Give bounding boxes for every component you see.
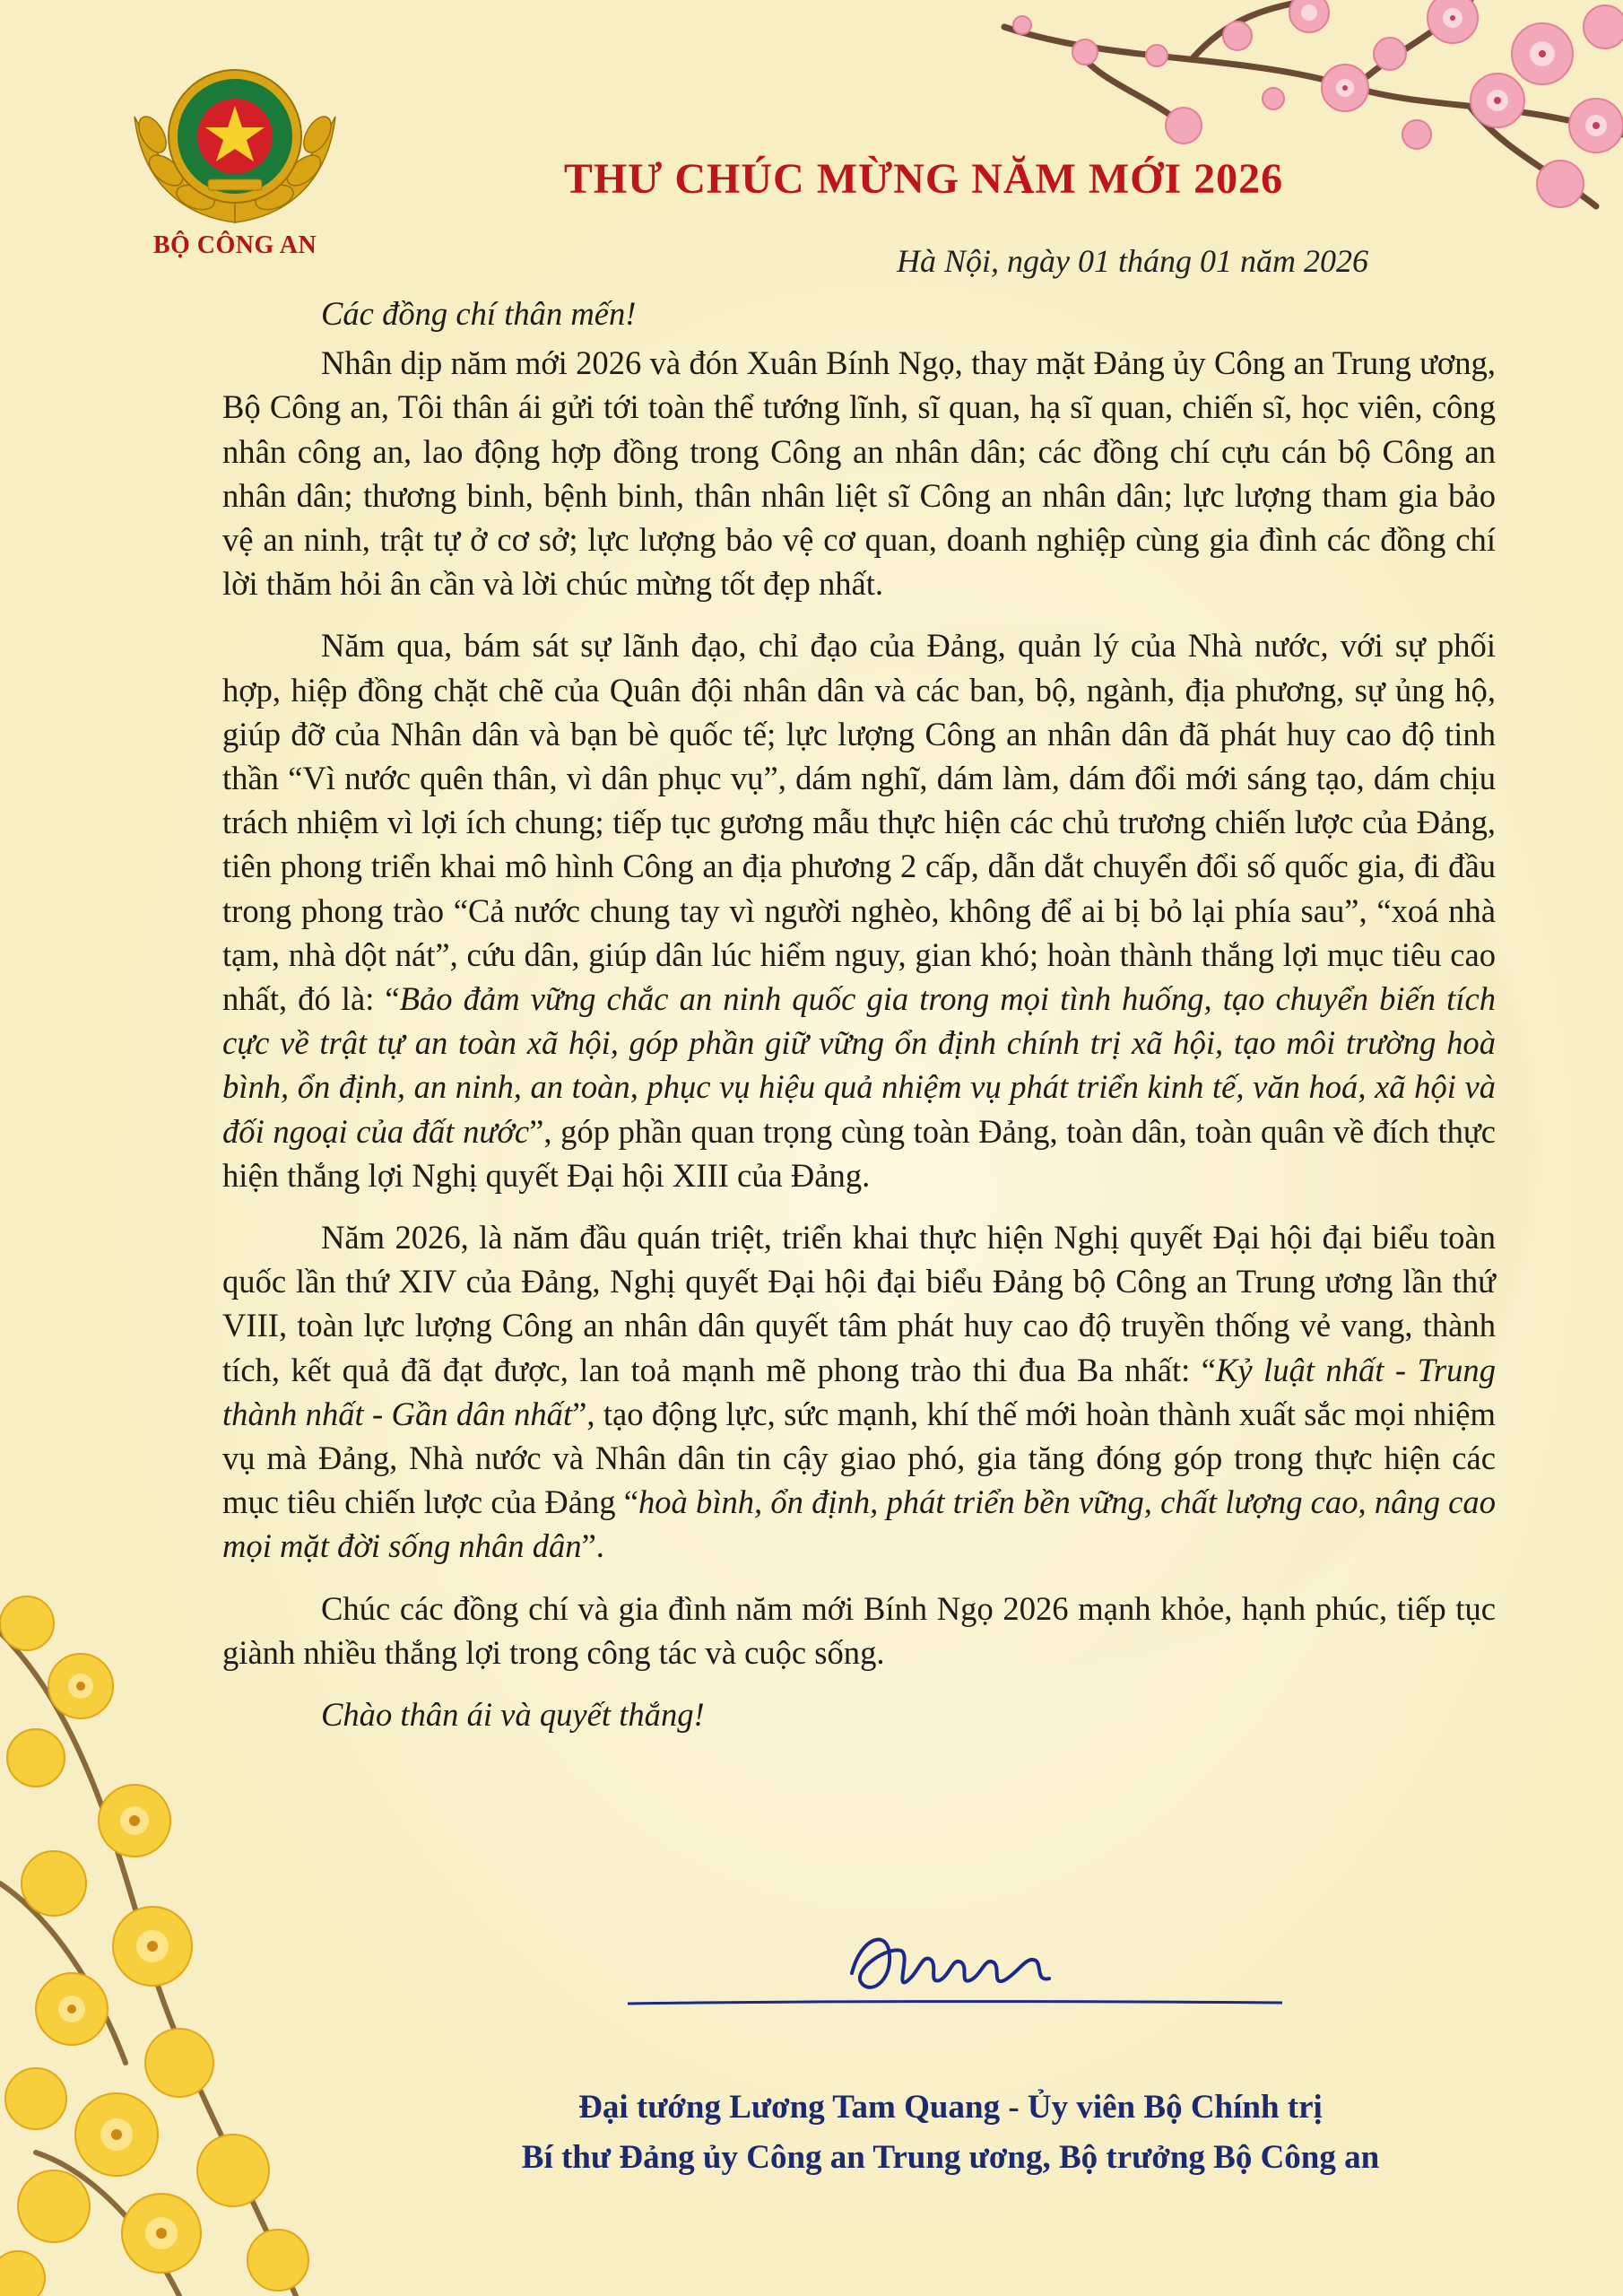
paragraph-3-text-a: Năm 2026, là năm đầu quán triệt, triển khai thực hiện Nghị quyết Đại hội đại biểu toàn quốc lần thứ XIV của Đảng, Nghị quyết Đại hội đại biểu Đảng bộ Công an Trung ương lần thứ VIII, toàn lực lượng Công an nhân dân quyết tâm phát huy cao độ truyền thống vẻ vang, thành tích, kết quả đã đạt được, lan toả mạnh mẽ phong trào thi đua Ba nhất: “ [222,1219,1496,1388]
paragraph-2-quote: Bảo đảm vững chắc an ninh quốc gia trong mọi tình huống, tạo chuyển biến tích cực về trật tự an toàn xã hội, góp phần giữ vững ổn định chính trị xã hội, tạo môi trường hoà bình, ổn định, an ninh, an toàn, phục vụ hiệu quả nhiệm vụ phát triển kinh tế, văn hoá, xã hội và đối ngoại của đất nước [222,980,1496,1150]
paragraph-2-text-a: Năm qua, bám sát sự lãnh đạo, chỉ đạo của Đảng, quản lý của Nhà nước, với sự phối hợp, hiệp đồng chặt chẽ của Quân đội nhân dân và các ban, bộ, ngành, địa phương, sự ủng hộ, giúp đỡ của Nhân dân và bạn bè quốc tế; lực lượng Công an nhân dân đã phát huy cao độ tinh thần “Vì nước quên thân, vì dân phục vụ”, dám nghĩ, dám làm, dám đổi mới sáng tạo, dám chịu trách nhiệm vì lợi ích chung; tiếp tục gương mẫu thực hiện các chủ trương chiến lược của Đảng, tiên phong triển khai mô hình Công an địa phương 2 cấp, dẫn dắt chuyển đổi số quốc gia, đi đầu trong phong trào “Cả nước chung tay vì người nghèo, không để ai bị bỏ lại phía sau”, “xoá nhà tạm, nhà dột nát”, cứu dân, giúp dân lúc hiểm nguy, gian khó; hoàn thành thắng lợi mục tiêu cao nhất, đó là: “ [222,627,1496,1018]
letter-body [222,291,1496,1736]
paragraph-3-text-b: ”, tạo động lực, sức mạnh, khí thế mới hoàn thành xuất sắc mọi nhiệm vụ mà Đảng, Nhà nước và Nhân dân tin cậy giao phó, gia tăng đóng góp trong thực hiện các mục tiêu chiến lược của Đảng “ [222,1395,1496,1521]
dateline: Hà Nội, ngày 01 tháng 01 năm 2026 [897,243,1368,279]
paragraph-2 [222,623,1496,1197]
signature-underline [628,2000,1282,2005]
paragraph-3-quote-1: Kỷ luật nhất - Trung thành nhất - Gần dân nhất [222,1351,1496,1432]
signature-mark [834,1910,1067,2009]
paragraph-1: Nhân dịp năm mới 2026 và đón Xuân Bính Ngọ, thay mặt Đảng ủy Công an Trung ương, Bộ Công an, Tôi thân ái gửi tới toàn thể tướng lĩnh, sĩ quan, hạ sĩ quan, chiến sĩ, học viên, công nhân công an, lao động hợp đồng trong Công an nhân dân; các đồng chí cựu cán bộ Công an nhân dân; thương binh, bệnh binh, thân nhân liệt sĩ Công an nhân dân; lực lượng tham gia bảo vệ an ninh, trật tự ở cơ sở; lực lượng bảo vệ cơ quan, doanh nghiệp cùng gia đình các đồng chí lời thăm hỏi ân cần và lời chúc mừng tốt đẹp nhất. [222,344,1496,603]
letter-title: THƯ CHÚC MỪNG NĂM MỚI 2026 [563,155,1284,203]
paragraph-2-text-b: ”, góp phần quan trọng cùng toàn Đảng, toàn dân, toàn quân về đích thực hiện thắng lợi Nghị quyết Đại hội XIII của Đảng. [222,1112,1496,1194]
closing-line: Chào thân ái và quyết thắng! [321,1696,705,1734]
signer-position: Bí thư Đảng ủy Công an Trung ương, Bộ trưởng Bộ Công an [521,2139,1380,2176]
paragraph-4: Chúc các đồng chí và gia đình năm mới Bính Ngọ 2026 mạnh khỏe, hạnh phúc, tiếp tục giành nhiều thắng lợi trong công tác và cuộc sống. [222,1589,1496,1671]
signer-block [395,2083,1506,2183]
paragraph-3-quote-2: hoà bình, ổn định, phát triển bền vững, chất lượng cao, nâng cao mọi mặt đời sống nhân dân [222,1483,1496,1565]
signer-name-title: Đại tướng Lương Tam Quang - Ủy viên Bộ Chính trị [578,2089,1323,2126]
org-name: BỘ CÔNG AN [152,231,317,259]
paragraph-3-text-c: ”. [581,1527,604,1565]
ministry-emblem-icon [126,54,344,224]
paragraph-3 [222,1215,1496,1569]
salutation: Các đồng chí thân mến! [321,295,637,332]
